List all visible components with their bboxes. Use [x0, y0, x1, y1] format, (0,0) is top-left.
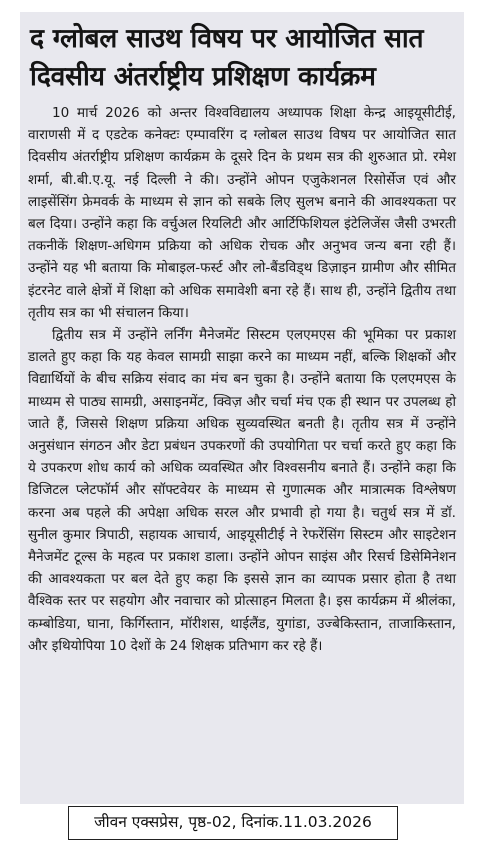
- source-caption: जीवन एक्सप्रेस, पृष्ठ-02, दिनांक.11.03.2026: [68, 806, 398, 840]
- article-paragraph-2: द्वितीय सत्र में उन्होंने लर्निंग मैनेजमेंट सिस्टम एलएमएस की भूमिका पर प्रकाश डालते हुए कहा कि यह केवल सामग्री साझा करने का माध्यम नहीं, बल्कि शिक्षकों और विद्यार्थियों के बीच सक्रिय संवाद का मंच बन चुका है। उन्होंने बताया कि एलएमएस के माध्यम से पाठ्य सामग्री, असाइनमेंट, क्विज़ और चर्चा मंच एक ही स्थान पर उपलब्ध हो जाते हैं, जिससे शिक्षण प्रक्रिया अधिक सुव्यवस्थित बनती है। तृतीय सत्र में उन्होंने अनुसंधान संगठन और डेटा प्रबंधन उपकरणों की उपयोगिता पर चर्चा करते हुए कहा कि ये उपकरण शोध कार्य को अधिक व्यवस्थित और विश्वसनीय बनाते हैं। उन्होंने कहा कि डिजिटल प्लेटफॉर्म और सॉफ्टवेयर के माध्यम से गुणात्मक और मात्रात्मक विश्लेषण करना अब पहले की अपेक्षा अधिक सरल और प्रभावी हो गया है। चतुर्थ सत्र में डॉ. सुनील कुमार त्रिपाठी, सहायक आचार्य, आइयूसीटीई ने रेफरेंसिंग सिस्टम और साइटेशन मैनेजमेंट टूल्स के महत्व पर प्रकाश डाला। उन्होंने ओपन साइंस और रिसर्च डिसेमिनेशन की आवश्यकता पर बल देते हुए कहा कि इससे ज्ञान का व्यापक प्रसार होता है तथा वैश्विक स्तर पर सहयोग और नवाचार को प्रोत्साहन मिलता है। इस कार्यक्रम में श्रीलंका, कम्बोडिया, घाना, किर्गिस्तान, मॉरीशस, थाईलैंड, युगांडा, उज्बेकिस्तान, ताजाकिस्तान, और इथियोपिया 10 देशों के 24 शिक्षक प्रतिभाग कर रहे हैं।: [28, 327, 456, 654]
- newspaper-clipping: [20, 12, 464, 804]
- article-headline: द ग्लोबल साउथ विषय पर आयोजित सात दिवसीय अंतर्राष्ट्रीय प्रशिक्षण कार्यक्रम: [30, 23, 424, 92]
- article-paragraph-1: 10 मार्च 2026 को अन्तर विश्वविद्यालय अध्यापक शिक्षा केन्द्र आइयूसीटीई, वाराणसी में द एडटेक कनेक्टः एम्पावरिंग द ग्लोबल साउथ विषय पर आयोजित सात दिवसीय अंतर्राष्ट्रीय प्रशिक्षण कार्यक्रम के दूसरे दिन के प्रथम सत्र की शुरुआत प्रो. रमेश शर्मा, बी.बी.ए.यू. नई दिल्ली ने की। उन्होंने ओपन एजुकेशनल रिसोर्सेज एवं और लाइसेंसिंग फ्रेमवर्क के माध्यम से ज्ञान को सबके लिए सुलभ बनाने की आवश्यकता पर बल दिया। उन्होंने कहा कि वर्चुअल रियलिटी और आर्टिफिशियल इंटेलिजेंस जैसी उभरती तकनीकें शिक्षण-अधिगम प्रक्रिया को अधिक रोचक और अनुभव जन्य बना रही हैं। उन्होंने यह भी बताया कि मोबाइल-फर्स्ट और लो-बैंडविड्थ डिज़ाइन ग्रामीण और सीमित इंटरनेट वाले क्षेत्रों में शिक्षा को अधिक समावेशी बना रहे हैं। साथ ही, उन्होंने द्वितीय तथा तृतीय सत्र का भी संचालन किया।: [28, 105, 456, 321]
- article-body: [20, 102, 464, 657]
